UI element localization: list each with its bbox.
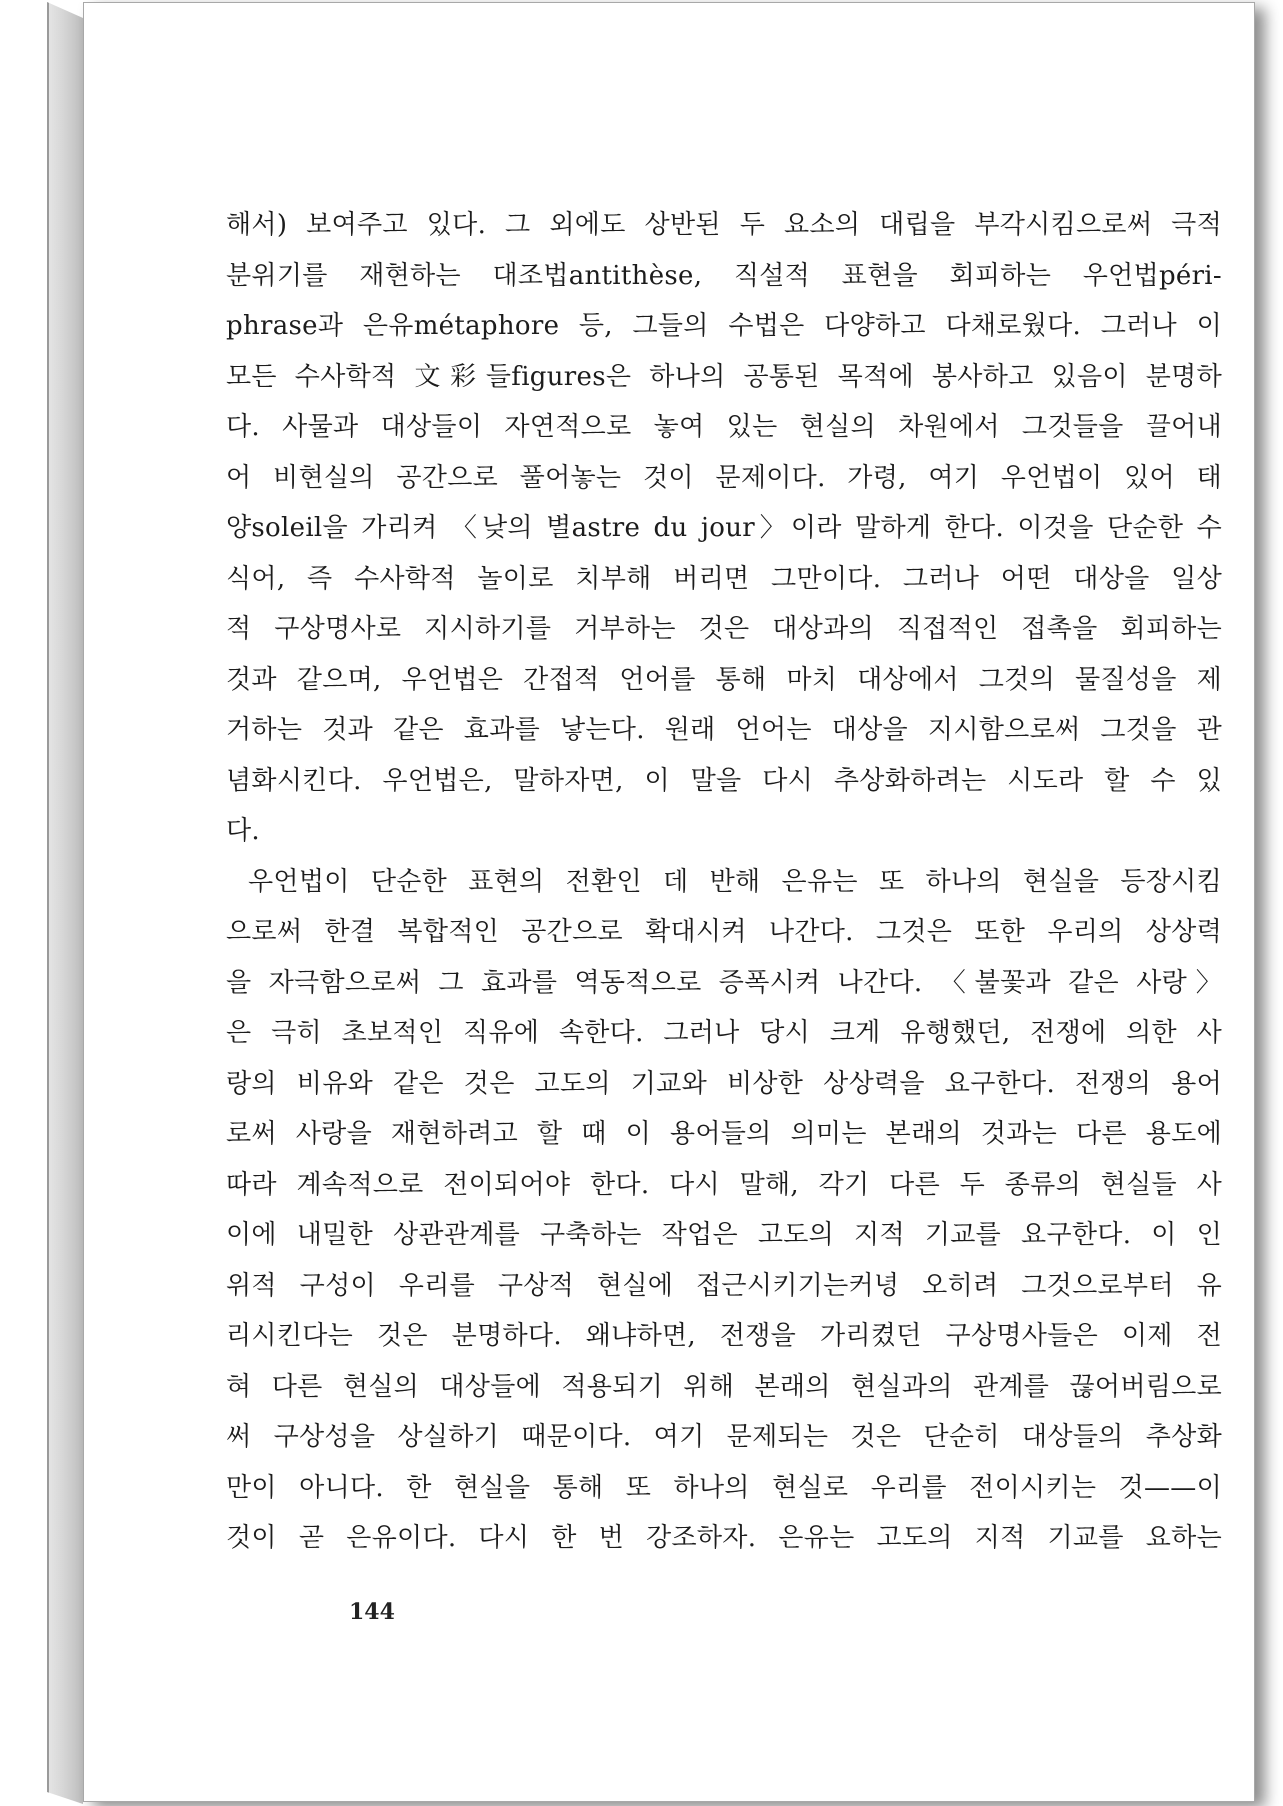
page-number: 144 [349, 1599, 395, 1625]
text-line: 을 자극함으로써 그 효과를 역동적으로 증폭시켜 나간다. 〈불꽃과 같은 사랑〉 [226, 967, 1222, 998]
book-spine [47, 2, 83, 1804]
text-line: 이에 내밀한 상관관계를 구축하는 작업은 고도의 지적 기교를 요구한다. 이 인 [226, 1220, 1222, 1250]
text-line: 양soleil을 가리켜 〈낮의 별astre du jour〉이라 말하게 한다. 이것을 단순한 수 [226, 513, 1222, 543]
text-line: 거하는 것과 같은 효과를 낳는다. 원래 언어는 대상을 지시함으로써 그것을 관 [226, 715, 1222, 745]
paragraph-1 [226, 200, 1222, 857]
text-line: 로써 사랑을 재현하려고 할 때 이 용어들의 의미는 본래의 것과는 다른 용도에 [226, 1119, 1222, 1149]
text-line: 적 구상명사로 지시하기를 거부하는 것은 대상과의 직접적인 접촉을 회피하는 [226, 614, 1222, 644]
text-line: 념화시킨다. 우언법은, 말하자면, 이 말을 다시 추상화하려는 시도라 할 수 있 [226, 765, 1222, 796]
text-line: 다. [226, 816, 260, 846]
text-line: 어 비현실의 공간으로 풀어놓는 것이 문제이다. 가령, 여기 우언법이 있어 태 [226, 462, 1222, 493]
text-line: 만이 아니다. 한 현실을 통해 또 하나의 현실로 우리를 전이시키는 것——이 [226, 1472, 1222, 1503]
text-line: 것과 같으며, 우언법은 간접적 언어를 통해 마치 대상에서 그것의 물질성을 제 [226, 664, 1222, 695]
page-body [226, 200, 1222, 1564]
text-line: 리시킨다는 것은 분명하다. 왜냐하면, 전쟁을 가리켰던 구상명사들은 이제 전 [226, 1321, 1222, 1351]
text-line: 식어, 즉 수사학적 놀이로 치부해 버리면 그만이다. 그러나 어떤 대상을 일상 [226, 563, 1222, 594]
text-line: 우언법이 단순한 표현의 전환인 데 반해 은유는 또 하나의 현실을 등장시킴 [248, 866, 1222, 897]
paragraph-2 [226, 857, 1222, 1564]
text-line: 모든 수사학적 文彩들figures은 하나의 공통된 목적에 봉사하고 있음이 분명하 [226, 361, 1222, 392]
text-line: 랑의 비유와 같은 것은 고도의 기교와 비상한 상상력을 요구한다. 전쟁의 용어 [226, 1068, 1222, 1099]
text-line: 써 구상성을 상실하기 때문이다. 여기 문제되는 것은 단순히 대상들의 추상화 [226, 1422, 1222, 1452]
book-page [83, 2, 1255, 1802]
text-line: phrase과 은유métaphore 등, 그들의 수법은 다양하고 다채로웠다. 그러나 이 [226, 311, 1222, 341]
text-line: 혀 다른 현실의 대상들에 적용되기 위해 본래의 현실과의 관계를 끊어버림으로 [226, 1371, 1222, 1402]
text-line: 따라 계속적으로 전이되어야 한다. 다시 말해, 각기 다른 두 종류의 현실들 사 [226, 1169, 1222, 1200]
text-line: 것이 곧 은유이다. 다시 한 번 강조하자. 은유는 고도의 지적 기교를 요하는 [226, 1523, 1222, 1553]
text-line: 으로써 한결 복합적인 공간으로 확대시켜 나간다. 그것은 또한 우리의 상상력 [226, 917, 1222, 947]
text-line: 위적 구성이 우리를 구상적 현실에 접근시키기는커녕 오히려 그것으로부터 유 [226, 1270, 1222, 1301]
text-line: 해서) 보여주고 있다. 그 외에도 상반된 두 요소의 대립을 부각시킴으로써 극적 [226, 210, 1222, 240]
text-line: 다. 사물과 대상들이 자연적으로 놓여 있는 현실의 차원에서 그것들을 끌어내 [226, 412, 1222, 442]
text-line: 은 극히 초보적인 직유에 속한다. 그러나 당시 크게 유행했던, 전쟁에 의한 사 [226, 1018, 1222, 1048]
text-line: 분위기를 재현하는 대조법antithèse, 직설적 표현을 회피하는 우언법péri- [226, 260, 1222, 291]
